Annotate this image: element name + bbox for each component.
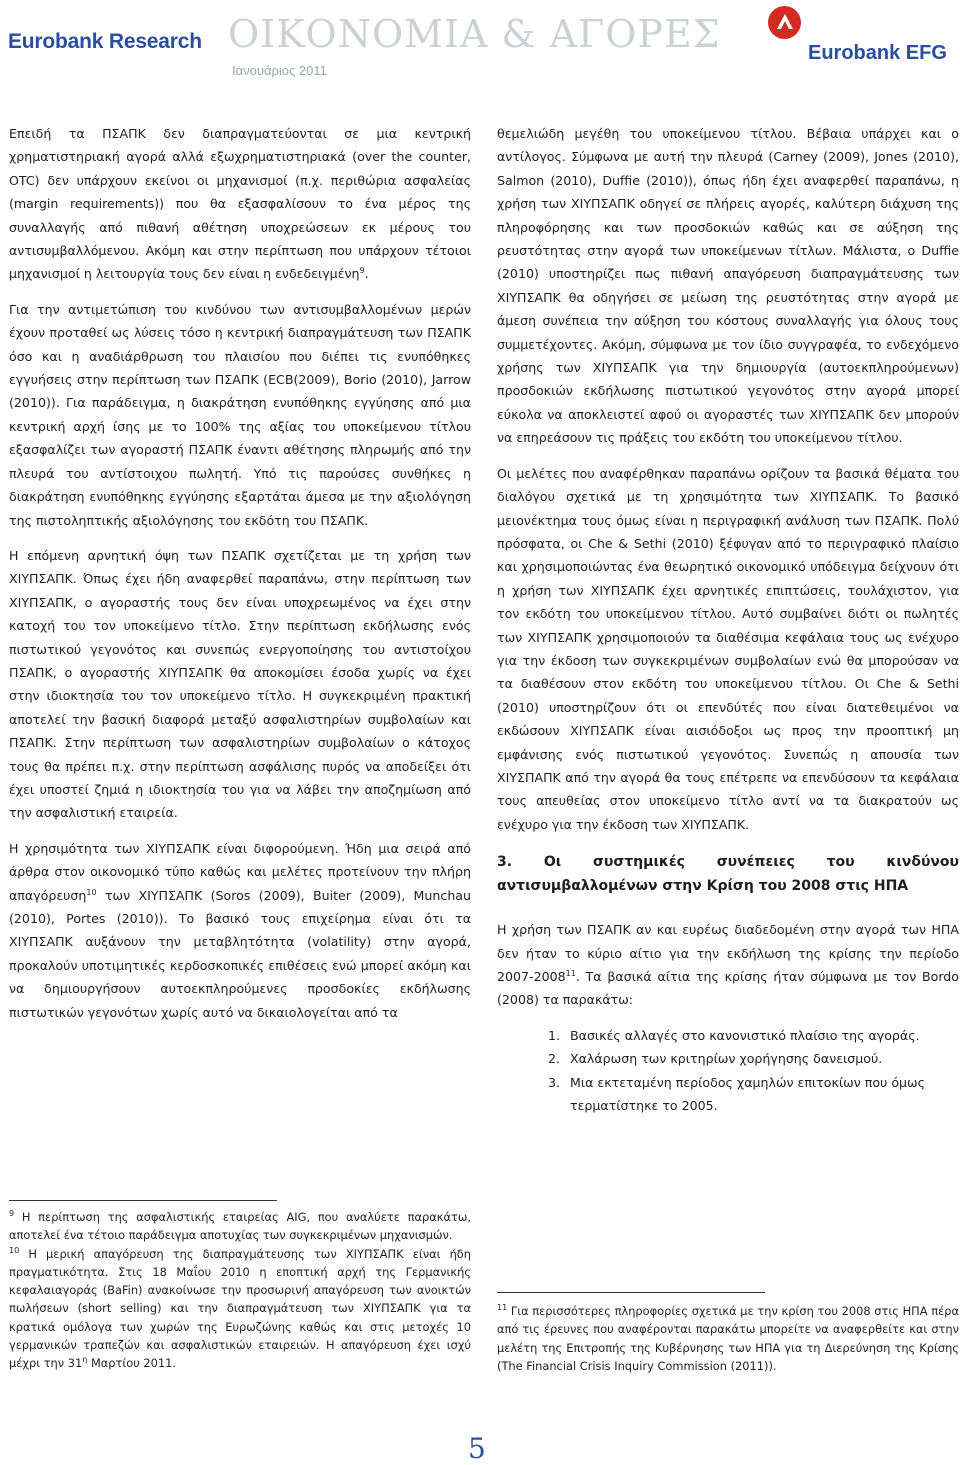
eurobank-efg-logo: [768, 6, 958, 66]
eurobank-efg-brand: Eurobank EFG: [808, 42, 947, 64]
eurobank-research-brand: Eurobank Research: [8, 30, 202, 53]
list-item: 1. Βασικές αλλαγές στο κανονιστικό πλαίσιο της αγοράς.: [564, 1024, 959, 1047]
right-column: [497, 122, 959, 1117]
paragraph-text: Η χρησιμότητα των ΧΙΥΠΣΑΠΚ είναι διφορούμενη. Ήδη μια σειρά από άρθρα στον οικονομικό τύπο καθώς και μελέτες προτείνουν την πλήρη απαγόρευση: [9, 840, 471, 903]
footnote-text: Η περίπτωση της ασφαλιστικής εταιρείας AIG, που αναλύετε παρακάτω, αποτελεί ένα τέτοιο παράδειγμα αποτυχίας των συγκεκριμένων μηχανισμών.: [9, 1210, 471, 1243]
paragraph: Για την αντιμετώπιση του κινδύνου των αντισυμβαλλομένων μερών έχουν προταθεί ως λύσεις τόσο η κεντρική διαπραγμάτευση των ΠΣΑΠΚ όσο και η αναδιάρθρωση του πλαισίου που διέπει τις ενυπόθηκες εγγυήσεις στην περίπτωση των ΠΣΑΠΚ (ECB(2009), Borio (2010), Jarrow (2010)). Για παράδειγμα, η διακράτηση ενυπόθηκης εγγύησης από μια κεντρική αρχή ίσης με το 100% της αξίας του υποκείμενου τίτλου εξασφαλίζει των αγοραστή ΠΣΑΠΚ έναντι αθέτησης πληρωμής από την πλευρά του αντίστοιχου πωλητή. Υπό τις παρούσες συνθήκες η διακράτηση ενυπόθηκης εγγύησης εξαρτάται άμεσα με την αξιολόγηση της πιστοληπτικής αξιολόγησης του εκδότη του ΠΣΑΠΚ.: [9, 301, 471, 528]
footnote-ref-10[interactable]: 10: [86, 887, 97, 897]
ordinal-superscript: η: [82, 1355, 88, 1365]
paragraph: [497, 918, 959, 1012]
publication-title: ΟΙΚΟΝΟΜΙΑ & ΑΓΟΡΕΣ: [228, 12, 721, 56]
footnote-separator: [497, 1292, 765, 1293]
paragraph: [9, 122, 471, 286]
paragraph: [9, 837, 471, 1024]
paragraph-text: Επειδή τα ΠΣΑΠΚ δεν διαπραγματεύονται σε μια κεντρική χρηματιστηριακή αγορά αλλά εξωχρηματιστηριακά (over the counter, OTC) δεν υπάρχουν εκείνοι οι μηχανισμοί (π.χ. περιθώρια ασφαλείας (margin requirements)) που θα εξασφαλίσουν το ένα μέρος της συναλλαγής από πιθανή αθέτηση υποχρεώσεων εκ μέρους του αντισυμβαλλόμενου. Ακόμη και στην περίπτωση που υπάρχουν τέτοιοι μηχανισμοί η λειτουργία τους δεν είναι η ενδεδειγμένη: [9, 126, 471, 282]
footnote-separator: [9, 1200, 277, 1201]
page-header: [0, 0, 960, 110]
crisis-causes-list: [497, 1024, 959, 1118]
footnote-number: 10: [9, 1245, 20, 1255]
issue-date: Ιανουάριος 2011: [232, 63, 327, 78]
footnote-ref-9[interactable]: 9: [359, 266, 365, 276]
paragraph-text: . Τα βασικά αίτια της κρίσης ήταν σύμφωνα με τον Bordo (2008) τα παρακάτω:: [497, 969, 959, 1008]
footnote-number: 9: [9, 1209, 15, 1219]
right-footnotes: [497, 1302, 959, 1375]
left-column: [9, 122, 471, 1036]
paragraph: θεμελιώδη μεγέθη του υποκείμενου τίτλου. Βέβαια υπάρχει και ο αντίλογος. Σύμφωνα με αυτή την πλευρά (Carney (2009), Jones (2010), Salmon (2010), Duffie (2010)), όπως ήδη έχει αναφερθεί παραπάνω, η χρήση των ΧΙΥΠΣΑΠΚ οδηγεί σε πλήρεις αγορές, καλύτερη διάχυση της πληροφόρησης και των προσδοκιών καθώς και σε αύξηση της ρευστότητας στην αγορά των υποκείμενων τίτλων. Μάλιστα, ο Duffie (2010) υποστηρίζει πως πιθανή απαγόρευση διαπραγμάτευσης των ΧΙΥΠΣΑΠΚ θα οδηγήσει σε μείωση της ρευστότητας στην αγορά με άμεση συνέπεια την αύξηση του κόστους συναλλαγής για όλους τους συμμετέχοντες. Ακόμη, σύμφωνα με τον ίδιο συγγραφέα, το ενδεχόμενο χρήσης των ΧΙΥΠΣΑΠΚ για την δημιουργία (αυτοεκπληρούμενων) προσδοκιών εκδήλωσης πιστωτικού γεγονότος στην αγορά μπορεί εύκολα να αποκλειστεί αφού οι αγοραστές των ΧΙΥΠΣΑΠΚ δεν μπορούν να επηρεάσουν τις πράξεις του εκδότη του υποκείμενου τίτλου.: [497, 126, 959, 446]
footnote-ref-11[interactable]: 11: [565, 968, 576, 978]
left-footnotes: [9, 1208, 471, 1373]
paragraph-text: των ΧΙΥΠΣΑΠΚ (Soros (2009), Buiter (2009), Munchau (2010), Portes (2010)). Το βασικό τους επιχείρημα είναι ότι τα ΧΙΥΠΣΑΠΚ αυξάνουν την μεταβλητότητα (volatility) στην αγορά, προκαλούν υποτιμητικές κερδοσκοπικές επιθέσεις ενώ μπορεί ακόμη και να δημιουργήσουν αυτοεκπληρούμενες προσδοκίες εκδήλωσης πιστωτικών γεγονότων χωρίς αυτό να δικαιολογείται από τα: [9, 887, 471, 1020]
footnote-text: Για περισσότερες πληροφορίες σχετικά με την κρίση του 2008 στις ΗΠΑ πέρα από τις έρευνες που αναφέρονται παρακάτω μπορείτε να αναφερθείτε και στην μελέτη της Επιτροπής της Κυβέρνησης των ΗΠΑ για τη Διερεύνηση της Κρίσης (The Financial Crisis Inquiry Commission (2011)).: [497, 1304, 959, 1373]
paragraph: Οι μελέτες που αναφέρθηκαν παραπάνω ορίζουν τα βασικά θέματα του διαλόγου σχετικά με τη χρησιμότητα των ΧΙΥΠΣΑΠΚ. Το βασικό μειονέκτημα τους όμως είναι η περιγραφική ανάλυση των ΠΣΑΠΚ. Πολύ πρόσφατα, οι Che & Sethi (2010) ξέφυγαν από το περιγραφικό πλαίσιο και χρησιμοποιώντας ένα θεωρητικό οικονομικό υπόδειγμα δείχνουν ότι η χρήση των ΧΙΥΠΣΑΠΚ έχει αρνητικές επιπτώσεις, τουλάχιστον, για τον εκδότη του υποκείμενου τίτλου. Αυτό συμβαίνει διότι οι πωλητές των ΧΙΥΠΣΑΠΚ χρησιμοποιούν τα διαθέσιμα κεφάλαια τους ως ενέχυρο για την έκδοση των συγκεκριμένων συμβολαίων ενώ θα μπορούσαν να τα διαθέσουν στον εκδότη του υποκείμενου τίτλου. Οι Che & Sethi (2010) υποστηρίζουν ότι οι επενδύτές που είναι διατεθειμένοι να εκδώσουν ΧΙΥΠΣΑΠΚ είναι αισιόδοξοι ως προς την προοπτική μη εμφάνισης ενός πιστωτικού γεγονότος. Συνεπώς η απουσία των ΧΙΥΣΠΑΠΚ από την αγορά θα τους επέτρεπε να επενδύσουν τα κεφάλαια τους απευθείας στον υποκείμενο τίτλο αντί να τα διακρατούν ως ενέχυρο για την έκδοση των ΧΙΥΠΣΑΠΚ.: [497, 465, 959, 832]
footnote-11: [497, 1302, 959, 1375]
paragraph-text: Η χρήση των ΠΣΑΠΚ αν και ευρέως διαδεδομένη στην αγορά των ΗΠΑ δεν ήταν το κύριο αίτιο για την εκδήλωση της κρίσης την περίοδο 2007-2008: [497, 922, 959, 984]
footnote-text: Η μερική απαγόρευση της διαπραγμάτευσης των ΧΙΥΠΣΑΠΚ είναι ήδη πραγματικότητα. Στις 18 Μαΐου 2010 η εποπτική αρχή της Γερμανικής κεφαλαιαγοράς (BaFin) ανακοίνωσε την προσωρινή απαγόρευση των ανοικτών πωλήσεων (short selling) και την διαπραγμάτευση των ΧΙΥΠΣΑΠΚ για τα κρατικά ομόλογα των χωρών της Ευρωζώνης καθώς και στις μετοχές 10 γερμανικών τραπεζών και ασφαλιστικών εταιρειών. Η απαγόρευση έχει ισχύ μέχρι την 31: [9, 1246, 471, 1371]
punctuation: .: [364, 266, 369, 282]
footnote-text: Μαρτίου 2011.: [87, 1356, 177, 1371]
list-item: 2. Χαλάρωση των κριτηρίων χορήγησης δανεισμού.: [564, 1047, 959, 1070]
page-number: 5: [468, 1432, 486, 1465]
footnote-10: [9, 1245, 471, 1373]
footnote-number: 11: [497, 1303, 508, 1313]
list-item: 3. Μια εκτεταμένη περίοδος χαμηλών επιτοκίων που όμως τερματίστηκε το 2005.: [564, 1071, 959, 1118]
eurobank-logo-icon: [768, 6, 801, 39]
section-heading: 3. Οι συστημικές συνέπειες του κινδύνου αντισυμβαλλομένων στην Κρίση του 2008 στις ΗΠΑ: [497, 854, 959, 895]
footnote-9: [9, 1208, 471, 1245]
paragraph: Η επόμενη αρνητική όψη των ΠΣΑΠΚ σχετίζεται με τη χρήση των ΧΙΥΠΣΑΠΚ. Όπως έχει ήδη αναφερθεί παραπάνω, στην περίπτωση των ΧΙΥΠΣΑΠΚ, ο αγοραστής τους δεν είναι υποχρεωμένος να έχει στην κατοχή του τον υποκείμενο τίτλο. Στην περίπτωση εκδήλωσης ενός πιστωτικού γεγονότος και συνεπώς ενεργοποίησης του αντιστοίχου ΠΣΑΠΚ, ο αγοραστής ΧΙΥΠΣΑΠΚ θα αποκομίσει έσοδα χωρίς να έχει στην ιδιοκτησία του τον υποκείμενο τίτλο. Η συγκεκριμένη πρακτική αποτελεί την βασική διαφορά μεταξύ ασφαλιστηρίων συμβολαίων και ΠΣΑΠΚ. Στην περίπτωση των ασφαλιστηρίων συμβολαίων ο κάτοχος τους θα πρέπει π.χ. στην περίπτωση ασφάλισης πυρός να αποδείξει ότι έχει υποστεί ζημιά η ιδιοκτησία του για να λάβει την αποζημίωση από την ασφαλιστική εταιρεία.: [9, 547, 471, 821]
